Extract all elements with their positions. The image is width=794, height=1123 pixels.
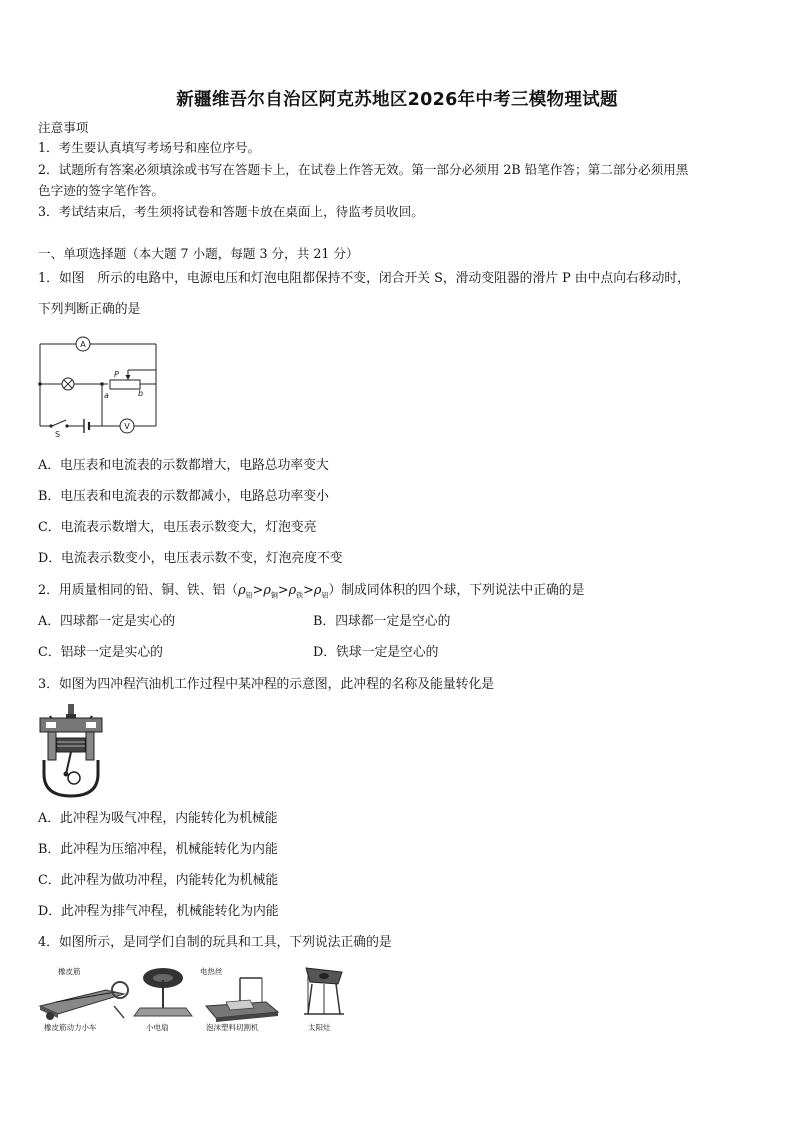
q2-option-a: A．四球都一定是实心的: [38, 614, 176, 629]
voltmeter-label: V: [124, 422, 130, 431]
end-a-label: a: [104, 391, 109, 400]
q2-option-b: B．四球都一定是空心的: [313, 614, 451, 629]
q3-engine-diagram: [36, 702, 108, 800]
q1-option-a: A．电压表和电流表的示数都增大，电路总功率变大: [38, 458, 329, 473]
switch-label: S: [55, 430, 61, 439]
q4-stem: 4．如图所示，是同学们自制的玩具和工具，下列说法正确的是: [38, 935, 392, 950]
junction-dot: [38, 382, 42, 386]
rho-sub-al: 铝: [321, 591, 329, 600]
q4-label-rubber-band: 橡皮筋: [58, 967, 81, 976]
q2-option-d: D．铁球一定是空心的: [313, 645, 439, 660]
q1-option-b: B．电压表和电流表的示数都减小，电路总功率变小: [38, 489, 329, 504]
gt-symbol: >: [252, 583, 264, 598]
q3-stem: 3．如图为四冲程汽油机工作过程中某冲程的示意图，此冲程的名称及能量转化是: [38, 677, 495, 692]
q1-option-d: D．电流表示数变小，电压表示数不变，灯泡亮度不变: [38, 551, 343, 566]
q4-caption-solar-cooker: 太阳灶: [308, 1023, 331, 1032]
rho-sub-iron: 铁: [296, 591, 304, 600]
rho-sub-copper: 铜: [270, 591, 278, 600]
rho-symbol: ρ: [238, 583, 246, 598]
q3-option-b: B．此冲程为压缩冲程，机械能转化为内能: [38, 842, 278, 857]
page-title: 新疆维吾尔自治区阿克苏地区2026年中考三模物理试题: [176, 90, 618, 110]
q1-circuit-diagram: [36, 334, 166, 442]
q3-option-a: A．此冲程为吸气冲程，内能转化为机械能: [38, 811, 278, 826]
q3-option-d: D．此冲程为排气冲程，机械能转化为内能: [38, 904, 279, 919]
q1-stem-line2: 下列判断正确的是: [38, 302, 141, 317]
rho-symbol: ρ: [313, 583, 322, 598]
crankcase-icon: [44, 760, 98, 796]
q4-caption-foam-cutter: 泡沫塑料切割机: [206, 1023, 259, 1032]
q4-caption-rubber-band-car: 橡皮筋动力小车: [44, 1023, 97, 1032]
q2-stem-pre: 2．用质量相同的铅、铜、铁、铝（: [38, 583, 239, 598]
q3-option-c: C．此冲程为做功冲程，内能转化为机械能: [38, 873, 279, 888]
piston-icon: [57, 738, 85, 752]
notice-item-1: 1．考生要认真填写考场号和座位序号。: [38, 140, 261, 155]
q4-caption-small-fan: 小电扇: [146, 1023, 169, 1032]
end-b-label: b: [138, 389, 144, 398]
car-body-icon: [40, 990, 124, 1014]
notice-item-2-cont: 色字迹的签字笔作答。: [38, 183, 164, 198]
junction-dot: [100, 382, 104, 386]
gt-symbol: >: [303, 583, 314, 598]
notice-heading: 注意事项: [38, 120, 89, 135]
q4-image-small-fan: [134, 964, 192, 1034]
rho-symbol: ρ: [263, 583, 271, 598]
q2-stem-post: ）制成同体积的四个球，下列说法中正确的是: [328, 583, 585, 598]
q1-stem-line1: 1．如图 所示的电路中，电源电压和灯泡电阻都保持不变，闭合开关 S，滑动变阻器的滑片 P 由中点向右移动时，: [38, 271, 690, 286]
q2-stem: [38, 581, 584, 606]
slider-arrow-icon: [126, 375, 131, 380]
section-heading: 一、单项选择题（本大题 7 小题，每题 3 分，共 21 分）: [38, 246, 359, 261]
rho-symbol: ρ: [288, 583, 297, 598]
q4-label-heating-wire: 电热丝: [200, 967, 223, 976]
rho-sub-lead: 铅: [245, 591, 253, 600]
q2-option-c: C．铝球一定是实心的: [38, 645, 163, 660]
switch-contact: [65, 424, 68, 427]
slider-label: P: [114, 370, 119, 379]
connecting-rod-icon: [66, 752, 71, 774]
q1-option-c: C．电流表示数增大，电压表示数变大，灯泡变亮: [38, 520, 317, 535]
notice-item-3: 3．考试结束后，考生须将试卷和答题卡放在桌面上，待监考员收回。: [38, 204, 424, 219]
notice-item-2: 2．试题所有答案必须填涂或书写在答题卡上，在试卷上作答无效。第一部分必须用 2B 铅笔作答；第二部分必须用黑: [38, 162, 689, 177]
switch-contact: [49, 424, 52, 427]
q4-image-rubber-band-car: [36, 966, 132, 1034]
q4-image-foam-cutter: [200, 966, 280, 1034]
ammeter-label: A: [80, 340, 86, 349]
q4-image-solar-cooker: [298, 964, 350, 1034]
crankshaft-icon: [68, 772, 80, 784]
gt-symbol: >: [277, 583, 289, 598]
